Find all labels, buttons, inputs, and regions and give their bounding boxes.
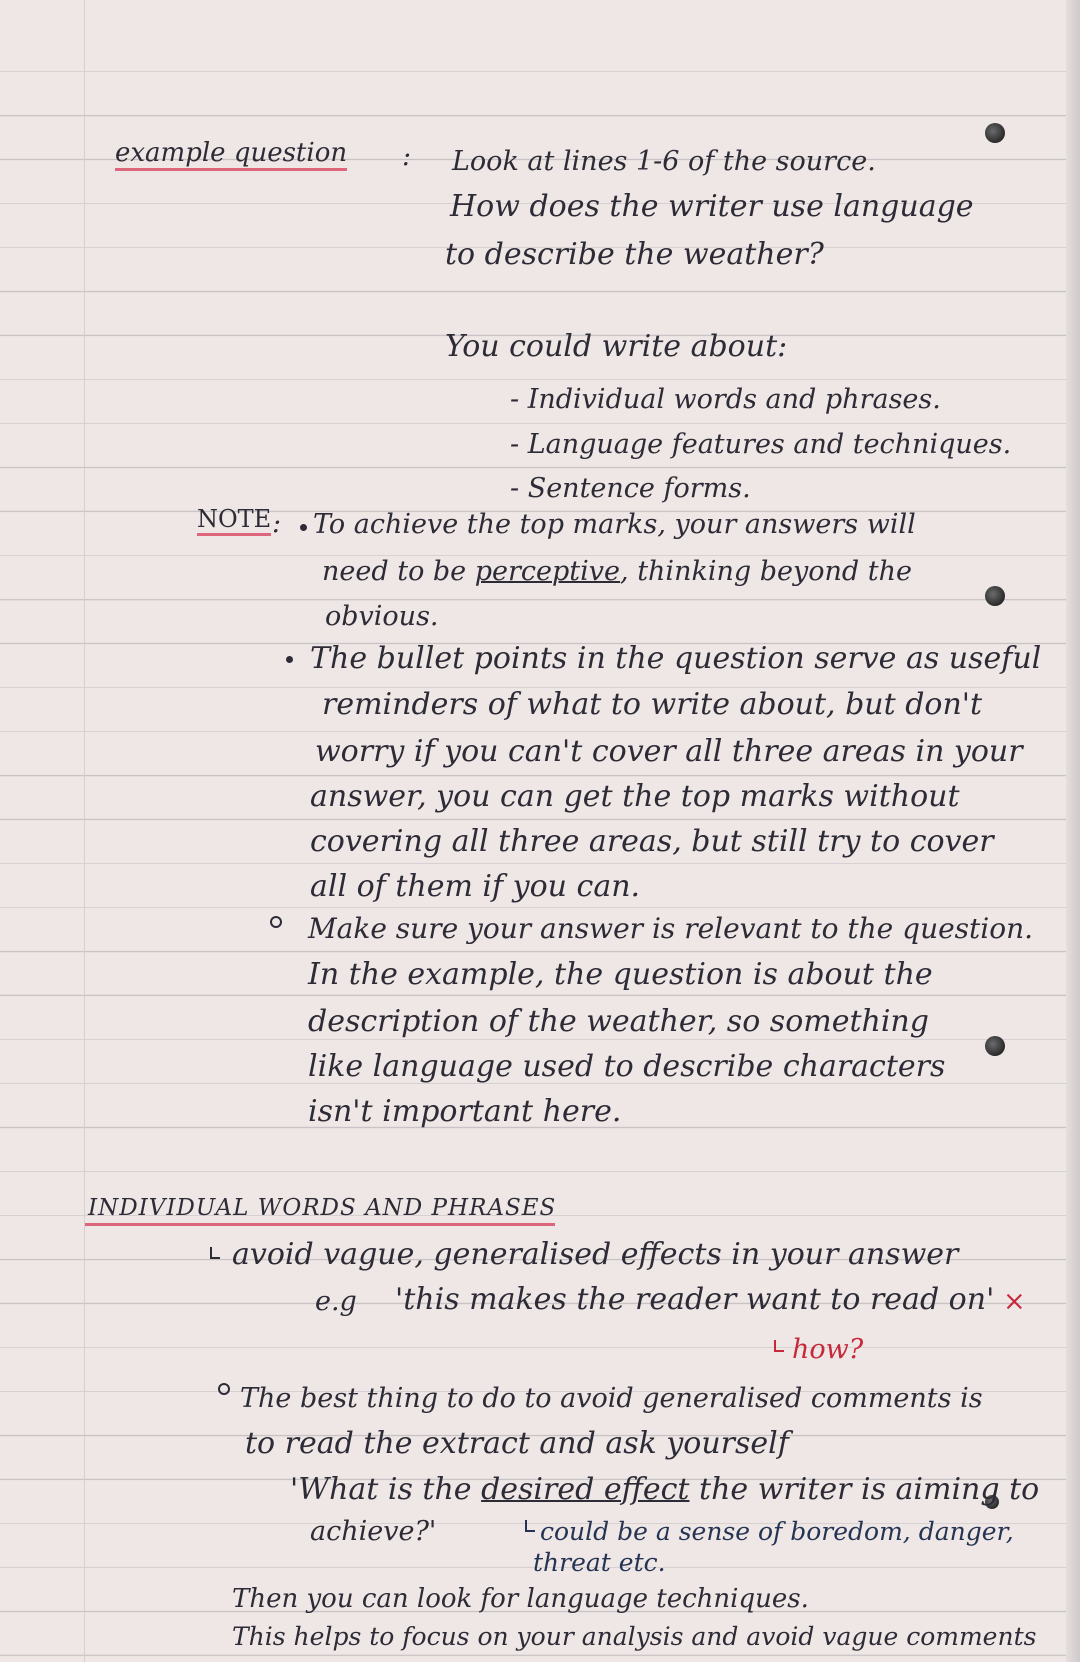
avoid-hook-arrow — [210, 1247, 220, 1259]
punch-hole-lower-middle — [985, 1036, 1005, 1056]
note-bullet3-line4: like language used to describe characters — [308, 1049, 946, 1084]
note-bullet2-line5: covering all three areas, but still try to cover — [310, 824, 994, 859]
how-hook-arrow — [774, 1340, 784, 1352]
note-bullet1-line2: need to be perceptive, thinking beyond the — [322, 556, 912, 587]
perceptive-underlined: perceptive — [474, 556, 621, 587]
then-line: Then you can look for language techniques. — [232, 1584, 809, 1614]
could-be-line-1: could be a sense of boredom, danger, — [540, 1517, 1014, 1546]
eg-quote: 'this makes the reader want to read on' — [395, 1282, 995, 1317]
how-question: how? — [792, 1334, 864, 1365]
note-bullet2-line1: The bullet points in the question serve as useful — [310, 641, 1042, 676]
avoid-line: avoid vague, generalised effects in your answer — [232, 1237, 959, 1272]
note-bullet1-line3: obvious. — [325, 601, 439, 632]
best-line-2: to read the extract and ask yourself — [245, 1426, 789, 1461]
desired-effect-underlined: desired effect — [481, 1472, 690, 1507]
margin-line — [84, 0, 85, 1662]
could-write-item-sentences: - Sentence forms. — [510, 473, 751, 504]
note-bullet3-line3: description of the weather, so something — [308, 1004, 929, 1039]
could-write-item-features: - Language features and techniques. — [510, 429, 1012, 460]
best-bullet — [218, 1383, 230, 1395]
could-write-item-words: - Individual words and phrases. — [510, 384, 941, 415]
note-bullet-3 — [270, 916, 282, 928]
note-bullet2-line6: all of them if you can. — [310, 869, 641, 904]
note-bullet1-line1: To achieve the top marks, your answers will — [313, 509, 916, 540]
note-colon: : — [272, 508, 282, 539]
note-bullet2-line4: answer, you can get the top marks without — [310, 779, 960, 814]
note-bullet-1 — [300, 524, 307, 531]
question-line-1: Look at lines 1-6 of the source. — [452, 146, 876, 177]
could-be-line-2: threat etc. — [533, 1548, 666, 1577]
helps-line: This helps to focus on your analysis and avoid vague comments — [232, 1622, 1037, 1651]
note-bullet3-line2: In the example, the question is about the — [308, 957, 933, 992]
note-bullet3-line5: isn't important here. — [308, 1094, 622, 1129]
heading-highlight — [85, 1223, 555, 1226]
note-label: NOTE — [197, 505, 271, 536]
section-heading: INDIVIDUAL WORDS AND PHRASES — [88, 1195, 557, 1221]
question-line-2: How does the writer use language — [450, 189, 974, 224]
best-line-1: The best thing to do to avoid generalised comments is — [240, 1383, 983, 1414]
punch-hole-top — [985, 123, 1005, 143]
desired-effect-quote-line2: achieve?' — [310, 1516, 437, 1547]
example-question-label: example question — [115, 138, 347, 171]
note-bullet3-line1: Make sure your answer is relevant to the question. — [308, 912, 1034, 945]
note-bullet-2 — [286, 656, 293, 663]
question-line-3: to describe the weather? — [445, 237, 824, 272]
eg-prefix: e.g — [315, 1286, 357, 1317]
could-be-hook-arrow — [525, 1520, 535, 1532]
could-write-intro: You could write about: — [445, 329, 788, 364]
desired-effect-quote-line1: 'What is the desired effect the writer is aiming to — [290, 1472, 1040, 1507]
cross-mark: × — [1003, 1286, 1026, 1317]
example-colon: : — [402, 141, 412, 172]
note-bullet2-line3: worry if you can't cover all three areas in your — [315, 734, 1023, 769]
punch-hole-upper-middle — [985, 586, 1005, 606]
note-bullet2-line2: reminders of what to write about, but don't — [322, 687, 983, 722]
page-edge — [1066, 0, 1080, 1662]
